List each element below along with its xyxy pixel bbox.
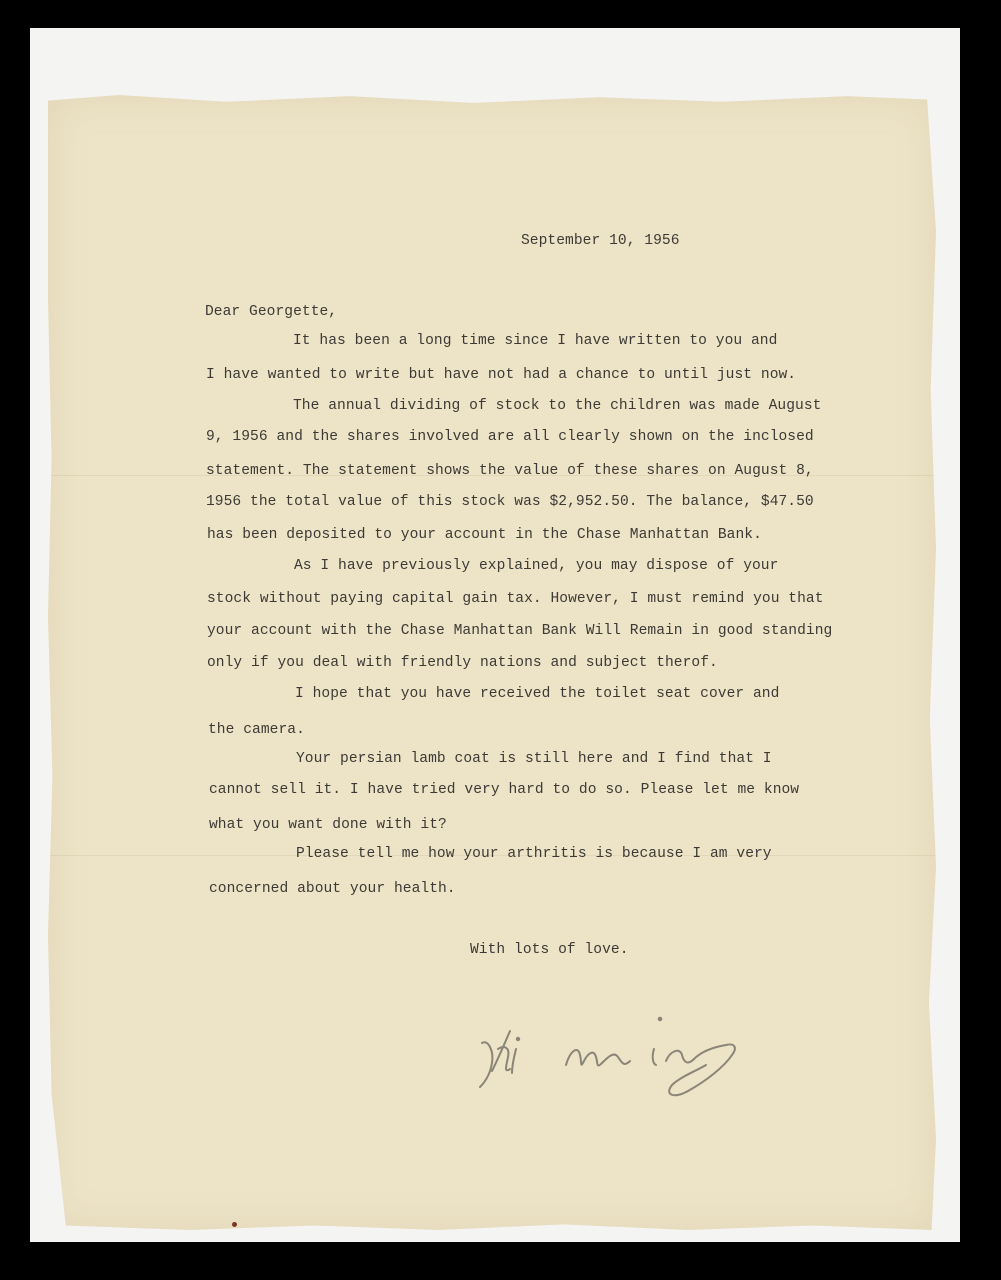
- letter-line: only if you deal with friendly nations and subject therof.: [207, 655, 718, 671]
- letter-line: I have wanted to write but have not had a chance to until just now.: [206, 367, 797, 383]
- letter-line: Your persian lamb coat is still here and I find that I: [296, 751, 772, 767]
- letter-line: It has been a long time since I have written to you and: [293, 333, 778, 349]
- letter-line: stock without paying capital gain tax. However, I must remind you that: [207, 591, 824, 607]
- handwritten-signature: [470, 1015, 750, 1105]
- letter-line: has been deposited to your account in the Chase Manhattan Bank.: [207, 527, 762, 543]
- letter-line: statement. The statement shows the value of these shares on August 8,: [206, 463, 814, 479]
- letter-line: cannot sell it. I have tried very hard to do so. Please let me know: [209, 782, 800, 798]
- letter-line: 1956 the total value of this stock was $2,952.50. The balance, $47.50: [206, 494, 814, 510]
- letter-salutation: Dear Georgette,: [205, 304, 338, 320]
- letter-line: your account with the Chase Manhattan Bank Will Remain in good standing: [207, 623, 833, 639]
- letter-line: Please tell me how your arthritis is because I am very: [296, 846, 772, 862]
- letter-line: The annual dividing of stock to the children was made August: [293, 398, 822, 414]
- letter-line: As I have previously explained, you may dispose of your: [294, 558, 779, 574]
- letter-date: September 10, 1956: [521, 233, 680, 249]
- paper-stain: [232, 1222, 237, 1227]
- letter-line: what you want done with it?: [209, 817, 447, 833]
- letter-line: 9, 1956 and the shares involved are all clearly shown on the inclosed: [206, 429, 814, 445]
- letter-line: concerned about your health.: [209, 881, 456, 897]
- letter-closing: With lots of love.: [470, 942, 629, 958]
- letter-line: I hope that you have received the toilet seat cover and: [295, 686, 780, 702]
- letter-line: the camera.: [208, 722, 305, 738]
